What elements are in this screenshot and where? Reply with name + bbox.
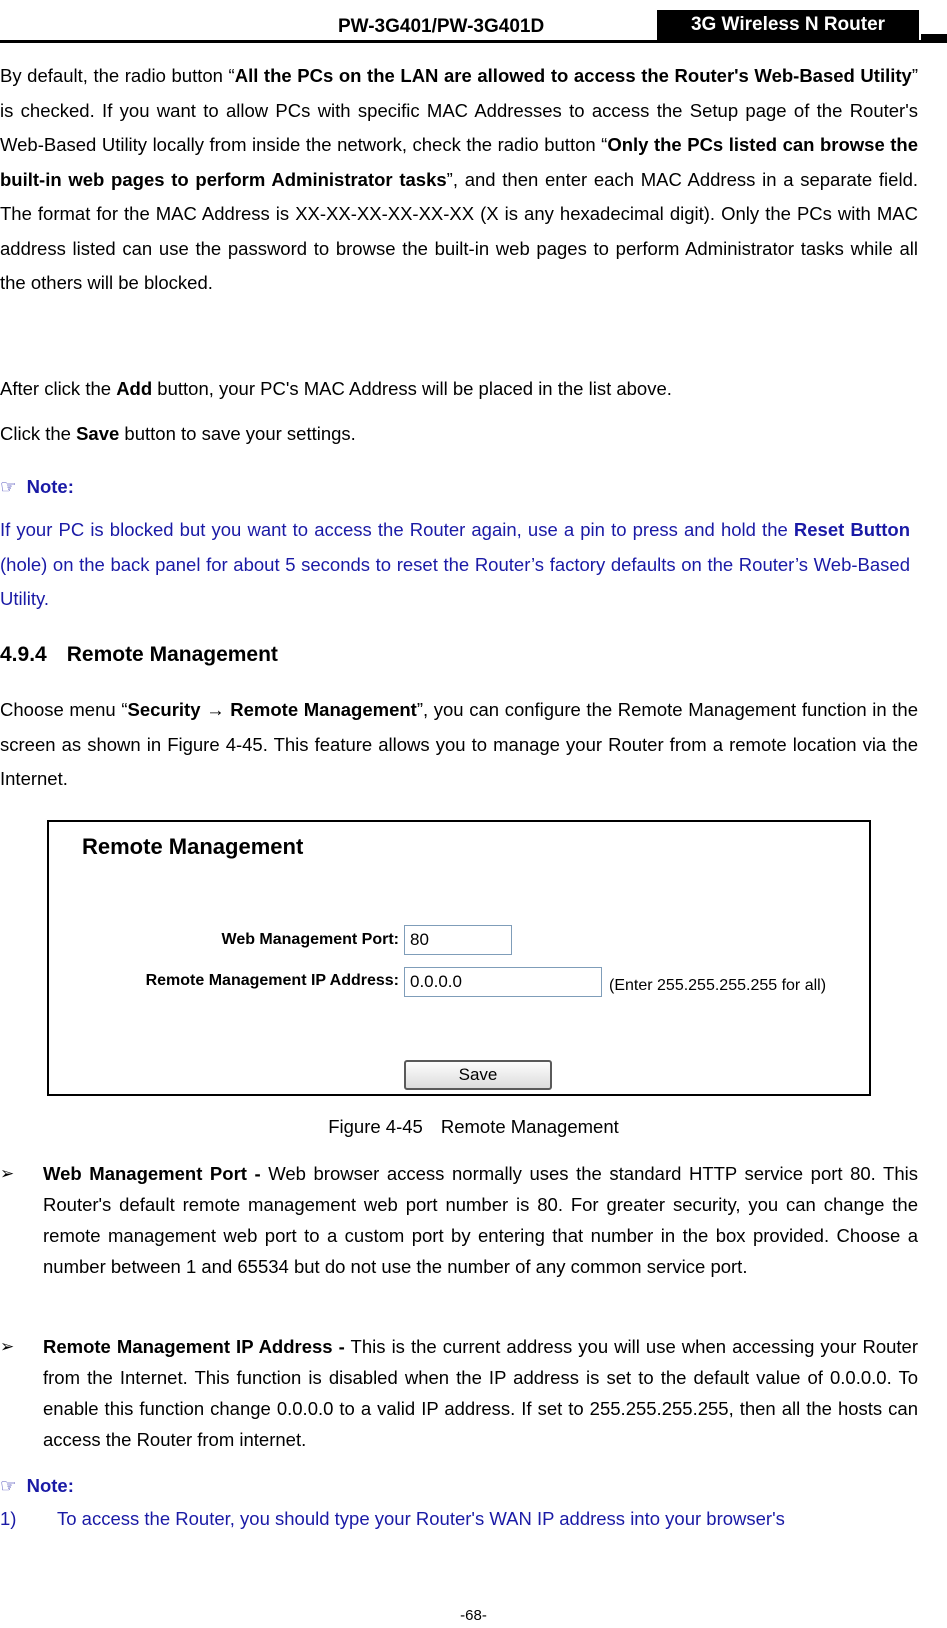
note2-heading: ☞ Note:	[0, 1475, 74, 1496]
remote-ip-input[interactable]	[404, 967, 602, 997]
section-heading: 4.9.4 Remote Management	[0, 643, 278, 666]
figure-title: Remote Management	[82, 834, 304, 859]
bullet-remote-ip: ➢ Remote Management IP Address - This is the current address you will use when accessing your Router from the Internet. This function is disabled when the IP address is set to the default value of 0.0.0.0. To enable this function change 0.0.0.0 to a valid IP address. If set to 255.255.255.255, then all the hosts can access the Router from internet.	[0, 1331, 918, 1455]
ip-hint: (Enter 255.255.255.255 for all)	[609, 977, 827, 994]
bullet-arrow-icon: ➢	[0, 1337, 15, 1356]
intro-paragraph: By default, the radio button “All the PCs on the LAN are allowed to access the Router's Web-Based Utility” is checked. If you want to allow PCs with specific MAC Addresses to access the Setup page of the Router's Web-Based Utility locally from inside the network, check the radio button “Only the PCs listed can browse the built-in web pages to perform Administrator tasks”, and then enter each MAC Address in a separate field. The format for the MAC Address is XX-XX-XX-XX-XX-XX (X is any hexadecimal digit). Only the PCs with MAC address listed can use the password to browse the built-in web pages to perform Administrator tasks while all the others will be blocked.	[0, 65, 918, 293]
note2-item: 1) To access the Router, you should type your Router's WAN IP address into your browser's	[0, 1508, 785, 1529]
add-paragraph: After click the Add button, your PC's MAC Address will be placed in the list above.	[0, 378, 672, 399]
note-heading: ☞ Note:	[0, 476, 74, 497]
note-text: If your PC is blocked but you want to access the Router again, use a pin to press and hold the Reset Button (hole) on the back panel for about 5 seconds to reset the Router’s factory defaults on the Router’s Web-Based Utility.	[0, 519, 910, 609]
remote-management-figure	[47, 820, 871, 1096]
save-paragraph: Click the Save button to save your settings.	[0, 423, 356, 444]
page-number: -68-	[460, 1607, 487, 1624]
section-intro: Choose menu “Security → Remote Management”, you can configure the Remote Management function in the screen as shown in Figure 4-45. This feature allows you to manage your Router from a remote location via the Internet.	[0, 699, 918, 789]
bullet-arrow-icon: ➢	[0, 1164, 15, 1183]
header-product: 3G Wireless N Router	[690, 14, 886, 35]
pointing-hand-icon: ☞	[0, 1475, 17, 1496]
web-management-port-input[interactable]	[404, 925, 512, 955]
pointing-hand-icon: ☞	[0, 476, 17, 497]
bullet-web-port: ➢ Web Management Port - Web browser access normally uses the standard HTTP service port 80. This Router's default remote management web port number is 80. For greater security, you can change the remote management web port to a custom port by entering that number in the box provided. Choose a number between 1 and 65534 but do not use the number of any common service port.	[0, 1158, 918, 1282]
port-label: Web Management Port:	[221, 931, 399, 948]
figure-caption: Figure 4-45 Remote Management	[328, 1116, 619, 1137]
header-model: PW-3G401/PW-3G401D	[338, 16, 545, 37]
header-rule	[0, 40, 947, 43]
ip-label: Remote Management IP Address:	[145, 972, 399, 989]
save-button[interactable]: Save	[404, 1060, 552, 1090]
header-product-tab	[657, 10, 919, 40]
